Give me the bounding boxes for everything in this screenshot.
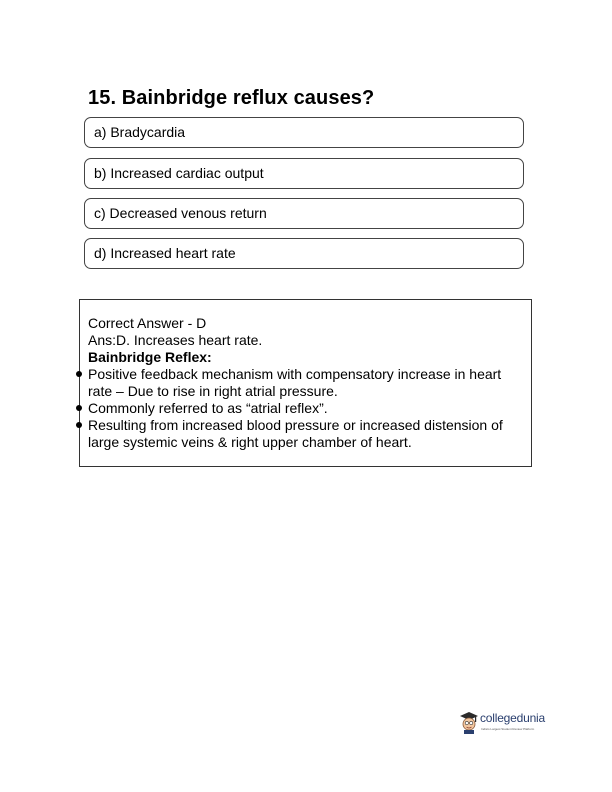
option-d-label: d) Increased heart rate — [94, 245, 236, 261]
bullet-icon — [76, 405, 82, 411]
answer-box — [79, 299, 532, 467]
bullet-1-line-1: Positive feedback mechanism with compensatory increase in heart — [88, 366, 502, 382]
answer-text — [88, 315, 528, 451]
option-c[interactable] — [84, 198, 524, 229]
bullet-item-2 — [88, 400, 528, 417]
bullet-icon — [76, 422, 82, 428]
logo-name: collegedunia — [480, 711, 545, 725]
bullet-2-line-1: Commonly referred to as “atrial reflex”. — [88, 400, 328, 416]
bullet-3-line-1: Resulting from increased blood pressure or increased distension of — [88, 417, 503, 433]
bullet-1-line-2: rate – Due to rise in right atrial pressure. — [88, 383, 338, 399]
option-a-label: a) Bradycardia — [94, 124, 186, 140]
bullet-item-1 — [88, 366, 528, 400]
correct-answer: Correct Answer - D — [88, 315, 207, 331]
option-a[interactable] — [84, 117, 524, 148]
reflex-heading: Bainbridge Reflex: — [88, 349, 212, 365]
option-c-label: c) Decreased venous return — [94, 205, 267, 221]
collegedunia-logo — [458, 708, 558, 736]
answer-explanation: Ans:D. Increases heart rate. — [88, 332, 263, 348]
option-d[interactable] — [84, 238, 524, 269]
student-mascot-icon — [458, 710, 480, 734]
logo-tagline: India's Largest Student Review Platform — [481, 727, 535, 731]
option-b-label: b) Increased cardiac output — [94, 165, 264, 181]
option-b[interactable] — [84, 158, 524, 189]
bullet-icon — [76, 371, 82, 377]
question-title: 15. Bainbridge reflux causes? — [88, 87, 375, 109]
bullet-3-line-2: large systemic veins & right upper chamber of heart. — [88, 434, 412, 450]
bullet-item-3 — [88, 417, 528, 451]
